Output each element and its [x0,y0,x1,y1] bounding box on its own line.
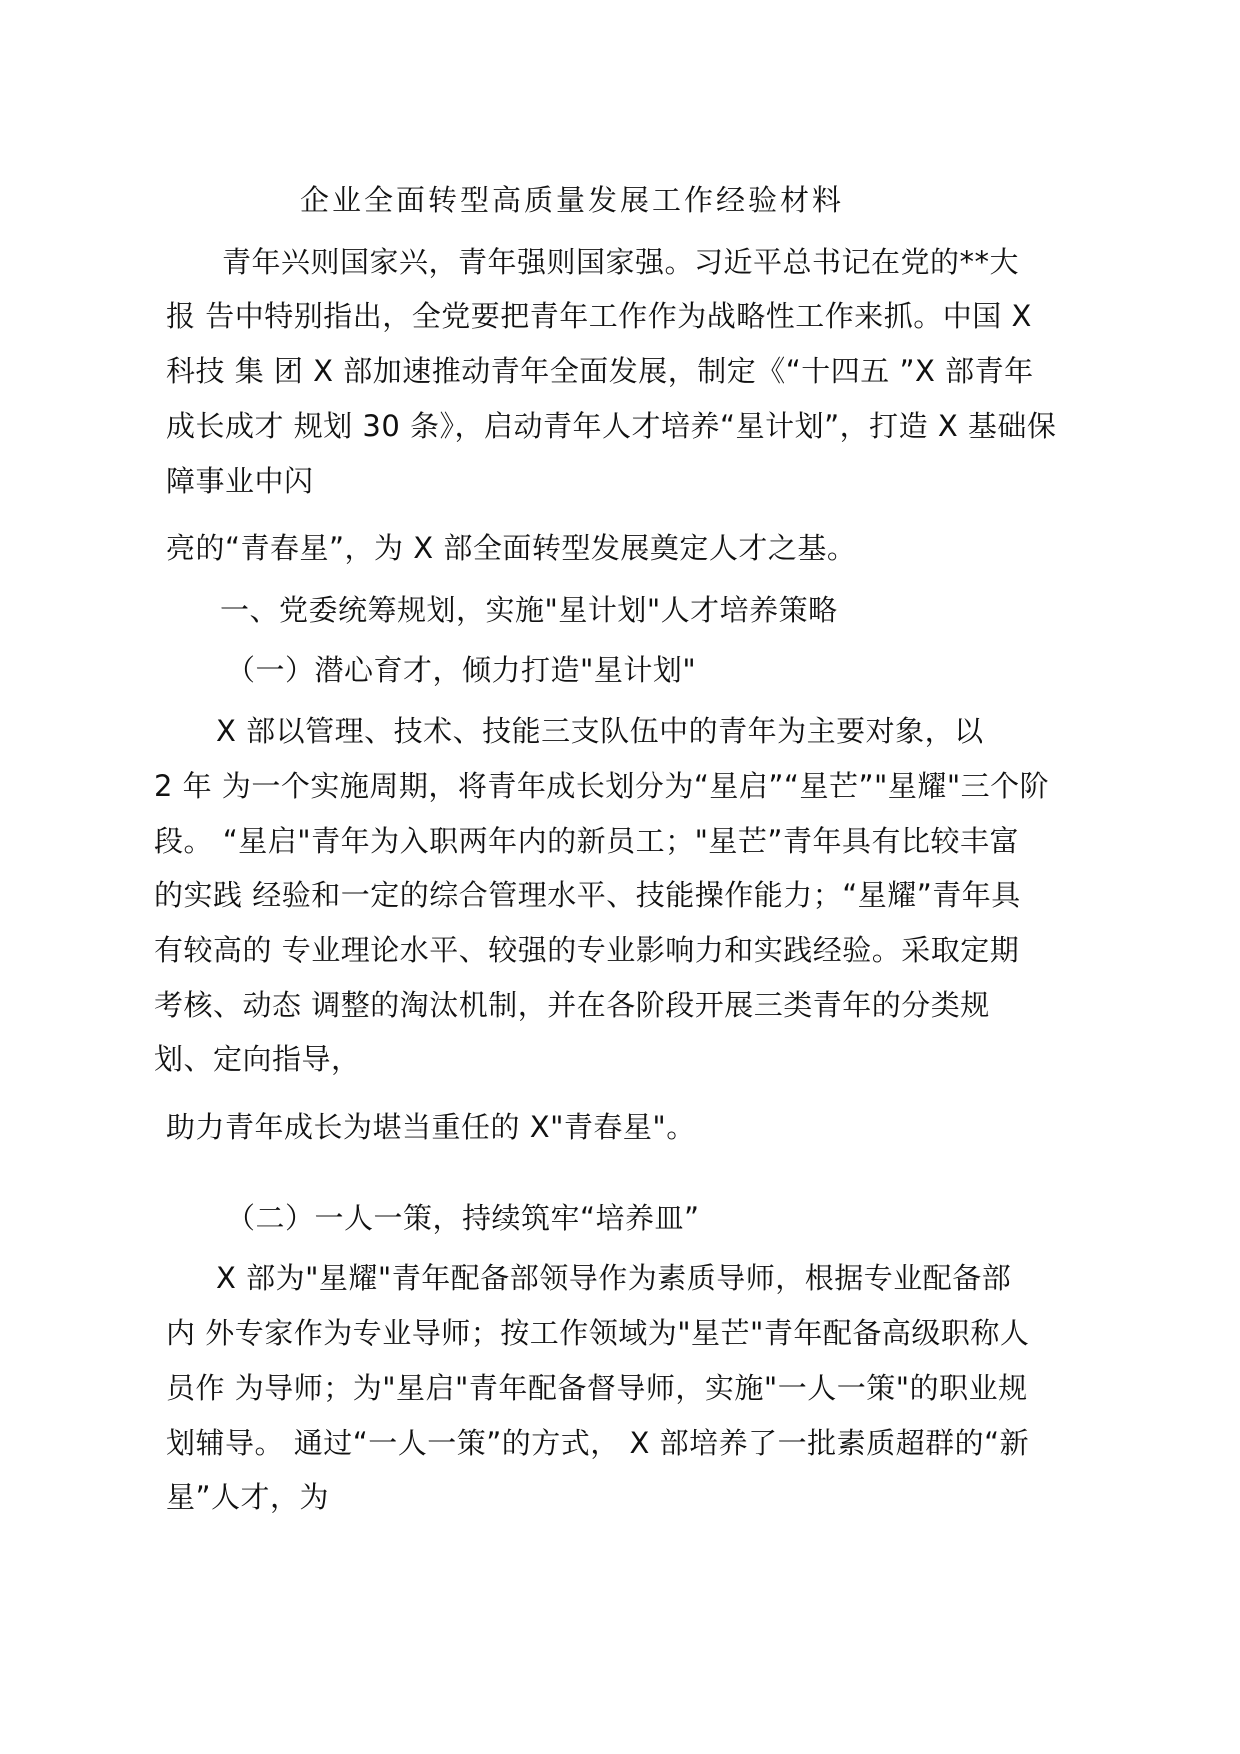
paragraph-line: 员作 为导师；为"星启"青年配备督导师，实施"一人一策"的职业规 [166,1371,1028,1405]
paragraph-line: 科技 集 团 X 部加速推动青年全面发展，制定《“十四五 ”X 部青年 [166,354,1034,388]
paragraph-line: 亮的“青春星”，为 X 部全面转型发展奠定人才之基。 [166,531,857,565]
paragraph-line: X 部以管理、技术、技能三支队伍中的青年为主要对象，以 [216,714,984,748]
paragraph-line: 成长成才 规划 30 条》，启动青年人才培养“星计划”，打造 X 基础保 [166,409,1057,443]
subsection-heading: （一）潜心育才，倾力打造"星计划" [226,653,697,687]
paragraph-line: X 部为"星耀"青年配备部领导作为素质导师，根据专业配备部 [216,1261,1012,1295]
paragraph-line: 星”人才，为 [166,1480,330,1514]
paragraph-line: 助力青年成长为堪当重任的 X"青春星"。 [166,1110,696,1144]
subsection-heading: （二）一人一策，持续筑牢“培养皿” [226,1201,700,1235]
paragraph-line: 内 外专家作为专业导师；按工作领域为"星芒"青年配备高级职称人 [166,1316,1030,1350]
paragraph-line: 划、定向指导， [154,1042,361,1076]
paragraph-line: 考核、动态 调整的淘汰机制，并在各阶段开展三类青年的分类规 [154,988,990,1022]
paragraph-line: 2 年 为一个实施周期，将青年成长划分为“星启”“星芒”"星耀"三个阶 [154,769,1050,803]
paragraph-line: 障事业中闪 [166,464,314,498]
document-title: 企业全面转型高质量发展工作经验材料 [300,183,845,217]
paragraph-line: 段。 “星启"青年为入职两年内的新员工；"星芒”青年具有比较丰富 [154,824,1019,858]
paragraph-line: 有较高的 专业理论水平、较强的专业影响力和实践经验。采取定期 [154,933,1020,967]
paragraph-line: 青年兴则国家兴，青年强则国家强。习近平总书记在党的**大 [222,245,1020,279]
section-heading: 一、党委统筹规划，实施"星计划"人才培养策略 [220,593,838,627]
paragraph-line: 的实践 经验和一定的综合管理水平、技能操作能力；“星耀”青年具 [154,878,1021,912]
paragraph-line: 报 告中特别指出，全党要把青年工作作为战略性工作来抓。中国 X [166,299,1032,333]
paragraph-line: 划辅导。 通过“一人一策”的方式， X 部培养了一批素质超群的“新 [166,1426,1030,1460]
